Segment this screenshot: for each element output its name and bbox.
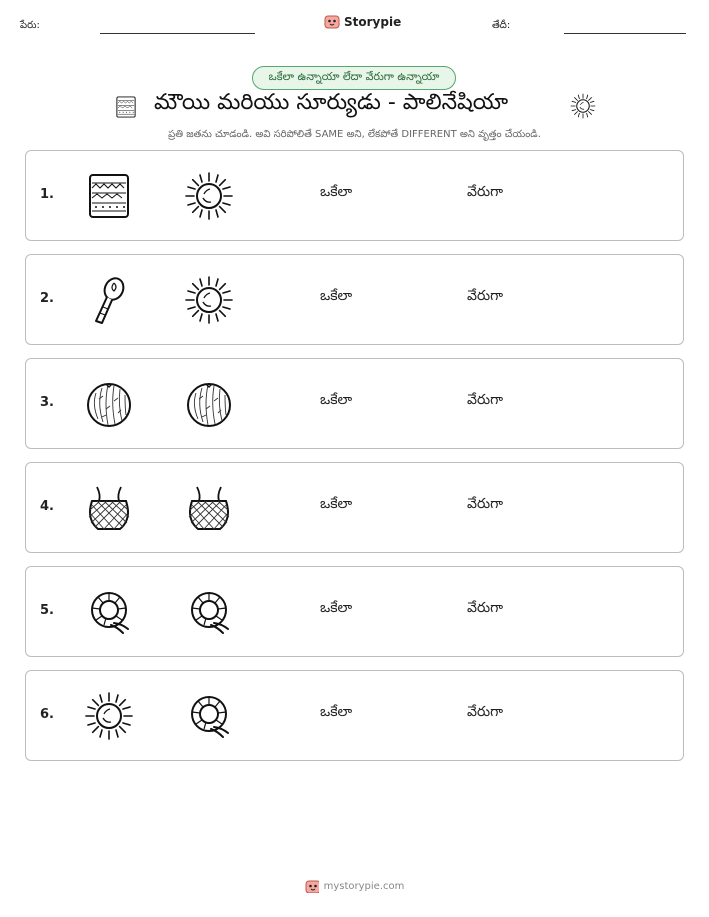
row-number: 1. — [40, 187, 54, 202]
storypie-logo-icon — [305, 879, 319, 893]
different-option[interactable]: వేరుగా — [467, 392, 503, 408]
sun-icon — [84, 691, 134, 741]
rope-coil-icon — [84, 587, 134, 637]
different-option[interactable]: వేరుగా — [467, 600, 503, 616]
row-number: 2. — [40, 291, 54, 306]
same-option[interactable]: ఒకేలా — [320, 184, 353, 200]
same-option[interactable]: ఒకేలా — [320, 600, 353, 616]
same-option[interactable]: ఒకేలా — [320, 704, 353, 720]
exercise-row — [25, 150, 684, 241]
exercise-row — [25, 462, 684, 553]
footer — [0, 879, 709, 893]
date-label: తేదీ: — [492, 20, 511, 31]
same-option[interactable]: ఒకేలా — [320, 392, 353, 408]
row-number: 6. — [40, 707, 54, 722]
same-option[interactable]: ఒకేలా — [320, 288, 353, 304]
name-field[interactable] — [100, 33, 255, 34]
hand-drum-icon — [84, 275, 134, 325]
exercise-row — [25, 358, 684, 449]
row-number: 4. — [40, 499, 54, 514]
net-bag-icon — [184, 483, 234, 533]
row-number: 3. — [40, 395, 54, 410]
footer-site: mystorypie.com — [323, 880, 405, 892]
same-option[interactable]: ఒకేలా — [320, 496, 353, 512]
brand — [324, 14, 401, 30]
row-number: 5. — [40, 603, 54, 618]
name-label: పేరు: — [20, 20, 40, 31]
exercise-row — [25, 670, 684, 761]
page-title: మౌయి మరియు సూర్యుడు - పాలినేషియా — [154, 90, 509, 115]
worksheet-type-badge: ఒకేలా ఉన్నాయా లేదా వేరుగా ఉన్నాయా — [252, 66, 456, 90]
different-option[interactable]: వేరుగా — [467, 704, 503, 720]
coconut-icon — [184, 379, 234, 429]
tapa-cloth-icon — [114, 93, 138, 121]
instructions: ప్రతి జతను చూడండి. అవి సరిపోలితే SAME అని, లేకపోతే DIFFERENT అని వృత్తం చేయండి. — [168, 129, 541, 140]
different-option[interactable]: వేరుగా — [467, 496, 503, 512]
exercise-row — [25, 254, 684, 345]
coconut-icon — [84, 379, 134, 429]
exercise-row — [25, 566, 684, 657]
different-option[interactable]: వేరుగా — [467, 184, 503, 200]
sun-icon — [184, 275, 234, 325]
date-field[interactable] — [564, 33, 686, 34]
rope-coil-icon — [184, 691, 234, 741]
sun-icon — [184, 171, 234, 221]
different-option[interactable]: వేరుగా — [467, 288, 503, 304]
tapa-cloth-icon — [84, 171, 134, 221]
sun-icon — [570, 93, 596, 119]
net-bag-icon — [84, 483, 134, 533]
brand-text: Storypie — [344, 15, 402, 29]
rope-coil-icon — [184, 587, 234, 637]
storypie-logo-icon — [324, 14, 340, 30]
